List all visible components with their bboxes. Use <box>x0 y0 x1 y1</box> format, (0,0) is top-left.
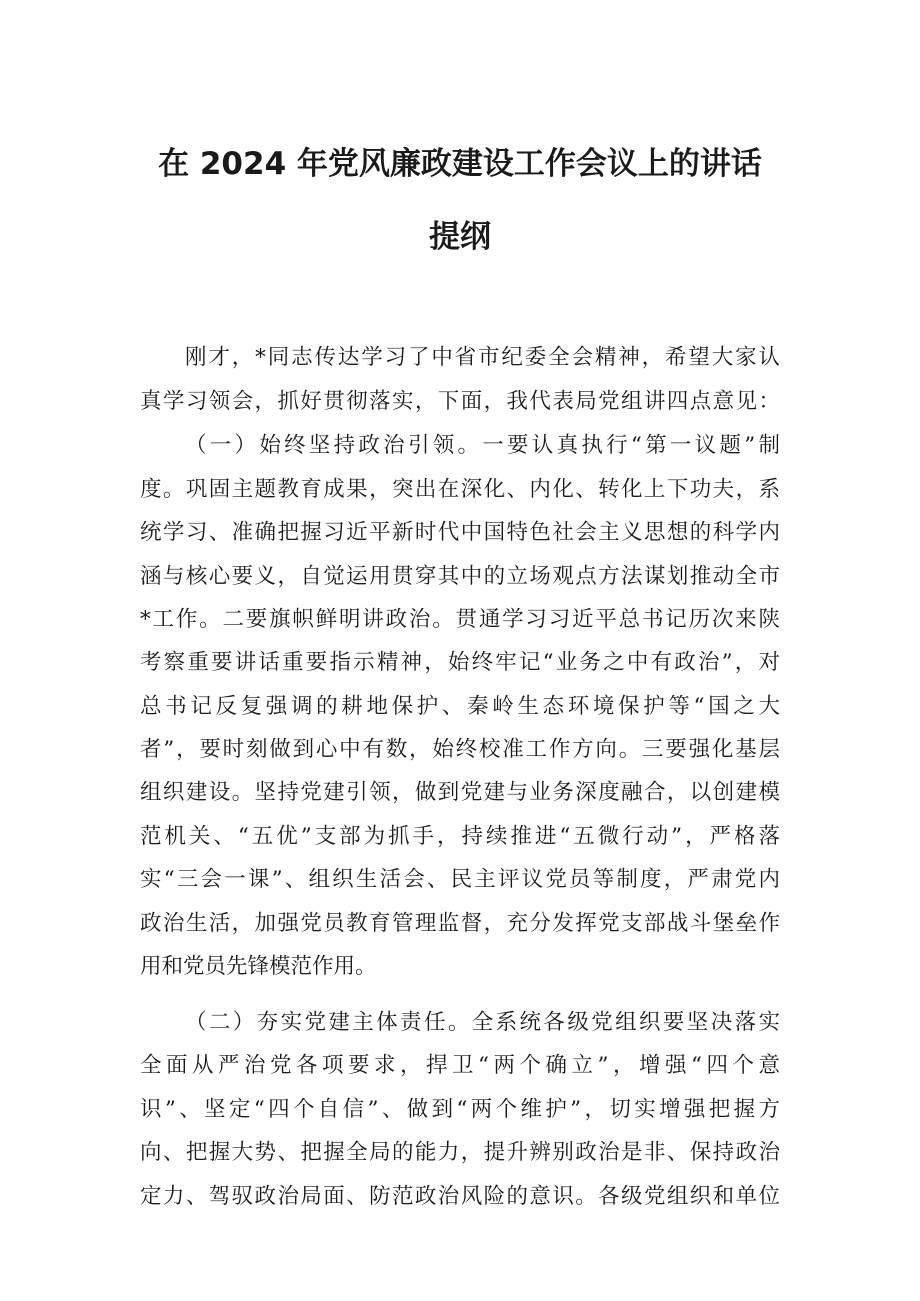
document-title-line-2: 提纲 <box>429 219 491 255</box>
text-line: 涵与核心要义，自觉运用贯穿其中的立场观点方法谋划推动全市 <box>140 564 780 589</box>
text-line: 统学习、准确把握习近平新时代中国特色社会主义思想的科学内 <box>140 520 780 545</box>
text-line: （一）始终坚持政治引领。一要认真执行“第一议题”制 <box>185 433 780 458</box>
text-line: 考察重要讲话重要指示精神，始终牢记“业务之中有政治”，对 <box>140 650 780 675</box>
text-line: 定力、驾驭政治局面、防范政治风险的意识。各级党组织和单位 <box>140 1184 780 1209</box>
text-line: 组织建设。坚持党建引领，做到党建与业务深度融合，以创建模 <box>140 780 780 805</box>
text-line: 向、把握大势、把握全局的能力，提升辨别政治是非、保持政治 <box>140 1140 780 1165</box>
text-line: 范机关、“五优”支部为抓手，持续推进“五微行动”，严格落 <box>140 824 780 849</box>
text-line: 政治生活，加强党员教育管理监督，充分发挥党支部战斗堡垒作 <box>140 911 780 936</box>
text-line: 真学习领会，抓好贯彻落实，下面，我代表局党组讲四点意见： <box>140 389 780 414</box>
text-line: 者”，要时刻做到心中有数，始终校准工作方向。三要强化基层 <box>140 737 780 762</box>
text-line: 识”、坚定“四个自信”、做到“两个维护”，切实增强把握方 <box>140 1097 780 1122</box>
text-line: （二）夯实党建主体责任。全系统各级党组织要坚决落实 <box>185 1010 780 1035</box>
text-line: 用和党员先锋模范作用。 <box>140 954 377 979</box>
document-title-line-1: 在 2024 年党风廉政建设工作会议上的讲话 <box>158 146 762 182</box>
text-line: 刚才，*同志传达学习了中省市纪委全会精神，希望大家认 <box>185 345 780 370</box>
text-line: 度。巩固主题教育成果，突出在深化、内化、转化上下功夫，系 <box>140 477 780 502</box>
text-line: *工作。二要旗帜鲜明讲政治。贯通学习习近平总书记历次来陕 <box>140 607 780 632</box>
text-line: 总书记反复强调的耕地保护、秦岭生态环境保护等“国之大 <box>140 694 780 719</box>
text-line: 全面从严治党各项要求，捍卫“两个确立”，增强“四个意 <box>140 1053 780 1078</box>
text-line: 实“三会一课”、组织生活会、民主评议党员等制度，严肃党内 <box>140 867 780 892</box>
